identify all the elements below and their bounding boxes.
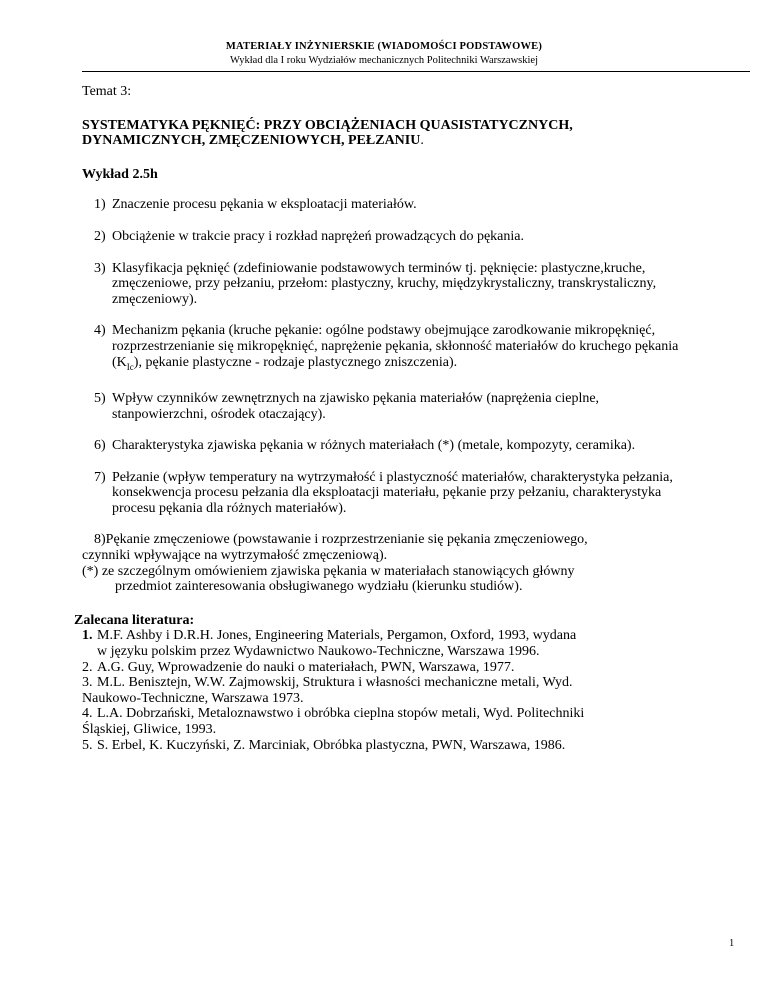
ref-number: 3. xyxy=(82,675,93,691)
topic-number-label: 1) xyxy=(94,197,106,213)
ref-text: M.F. Ashby i D.R.H. Jones, Engineering Materials, Pergamon, Oxford, 1993, wydana xyxy=(97,628,577,644)
ref-number: 2. xyxy=(82,659,93,675)
literature-item-3 xyxy=(82,675,682,706)
topic-8-line-2: czynniki wpływające na wytrzymałość zmęczeniową). xyxy=(82,548,388,564)
header-title: MATERIAŁY INŻYNIERSKIE (WIADOMOŚCI PODSTAWOWE) xyxy=(225,41,543,52)
literature-item-2 xyxy=(82,660,682,676)
lecture-title-period: . xyxy=(420,133,424,149)
ref-number: 1. xyxy=(82,628,93,644)
kic-subscript: Ic xyxy=(126,361,134,372)
topic-item-2 xyxy=(94,229,682,245)
footnote xyxy=(82,564,682,595)
topic-text xyxy=(112,323,682,375)
literature-item-4 xyxy=(82,706,682,737)
lecture-duration: Wykład 2.5h xyxy=(82,166,158,182)
ref-number: 4. xyxy=(82,706,93,722)
topic-number-label: 3) xyxy=(94,260,106,276)
topic-number: Temat 3: xyxy=(82,84,132,99)
topic-text: Klasyfikacja pęknięć (zdefiniowanie podstawowych terminów tj. pęknięcie: plastyczne,kruche, zmęczeniowe, przy pełzaniu, przełom: plastyczny, kruchy, międzykrystaliczny, transkrystaliczny, zmęczeniowy). xyxy=(112,260,657,307)
footnote-line-2: przedmiot zainteresowania obsługiwanego wydziału (kierunku studiów). xyxy=(115,579,523,595)
literature-item-5 xyxy=(82,738,682,754)
document-body xyxy=(74,84,682,753)
topic-number-label: 4) xyxy=(94,323,106,339)
ref-text-continued: w języku polskim przez Wydawnictwo Naukowo-Techniczne, Warszawa 1996. xyxy=(97,644,540,660)
literature-list xyxy=(82,628,682,753)
header-subtitle: Wykład dla I roku Wydziałów mechanicznych Politechniki Warszawskiej xyxy=(229,55,539,66)
topic-number-label: 8) xyxy=(94,532,106,548)
topic-item-1 xyxy=(94,197,682,213)
topic-item-5 xyxy=(94,391,682,422)
topic-text: Wpływ czynników zewnętrznych na zjawisko pękania materiałów (naprężenia cieplne, stanpowierzchni, ośrodek otaczający). xyxy=(112,390,600,422)
topic-number-label: 6) xyxy=(94,438,106,454)
ref-text: S. Erbel, K. Kuczyński, Z. Marciniak, Obróbka plastyczna, PWN, Warszawa, 1986. xyxy=(97,737,566,753)
topic-number-label: 7) xyxy=(94,469,106,485)
topic-text: Znaczenie procesu pękania w eksploatacji materiałów. xyxy=(112,197,417,213)
topic-text-part2: ), pękanie plastyczne - rodzaje plastycznego zniszczenia). xyxy=(133,354,458,370)
topic-item-4 xyxy=(94,323,682,375)
ref-text: L.A. Dobrzański, Metaloznawstwo i obróbka cieplna stopów metali, Wyd. Politechniki xyxy=(97,706,585,722)
topic-text: Pełzanie (wpływ temperatury na wytrzymałość i plastyczność materiałów, charakterystyka pełzania, konsekwencja procesu pełzania dla eksploatacji materiału, pękanie przy pełzaniu, charakterystyka procesu pękania dla różnych materiałów). xyxy=(112,469,673,516)
topic-item-3 xyxy=(94,261,682,308)
ref-text: A.G. Guy, Wprowadzenie do nauki o materiałach, PWN, Warszawa, 1977. xyxy=(97,659,515,675)
topic-text-part1: Mechanizm pękania (kruche pękanie: ogólne podstawy obejmujące zarodkowanie mikropęknięć, rozprzestrzenianie się mikropęknięć, naprężenie pękania, skłonność materiałów do kruchego pękania (K xyxy=(112,323,679,370)
topic-8-line-1 xyxy=(94,532,682,548)
lecture-title xyxy=(82,118,682,149)
topic-item-7 xyxy=(94,470,682,517)
topic-text: Charakterystyka zjawiska pękania w różnych materiałach (*) (metale, kompozyty, ceramika). xyxy=(112,438,636,454)
ref-text-continued: Śląskiej, Gliwice, 1993. xyxy=(82,722,217,738)
topic-text: Obciążenie w trakcie pracy i rozkład naprężeń prowadzących do pękania. xyxy=(112,228,525,244)
page-number: 1 xyxy=(729,938,735,949)
literature-item-1 xyxy=(82,628,682,659)
topic-item-6 xyxy=(94,438,682,454)
topic-number-label: 5) xyxy=(94,390,106,406)
topic-text: Pękanie zmęczeniowe (powstawanie i rozprzestrzenianie się pękania zmęczeniowego, xyxy=(105,532,588,548)
header-divider xyxy=(82,71,750,72)
ref-text: M.L. Benisztejn, W.W. Zajmowskij, Struktura i własności mechaniczne metali, Wyd. xyxy=(97,675,573,691)
topic-item-8 xyxy=(94,532,682,548)
topic-number-label: 2) xyxy=(94,228,106,244)
ref-text-continued: Naukowo-Techniczne, Warszawa 1973. xyxy=(82,690,304,706)
lecture-title-text: SYSTEMATYKA PĘKNIĘĆ: PRZY OBCIĄŻENIACH QUASISTATYCZNYCH, DYNAMICZNYCH, ZMĘCZENIOWYCH, PEŁZANIU xyxy=(82,117,573,149)
topic-list xyxy=(82,197,682,516)
footnote-line-1: (*) ze szczególnym omówieniem zjawiska pękania w materiałach stanowiących główny xyxy=(82,563,575,579)
literature-heading: Zalecana literatura: xyxy=(74,612,195,628)
ref-number: 5. xyxy=(82,737,93,753)
